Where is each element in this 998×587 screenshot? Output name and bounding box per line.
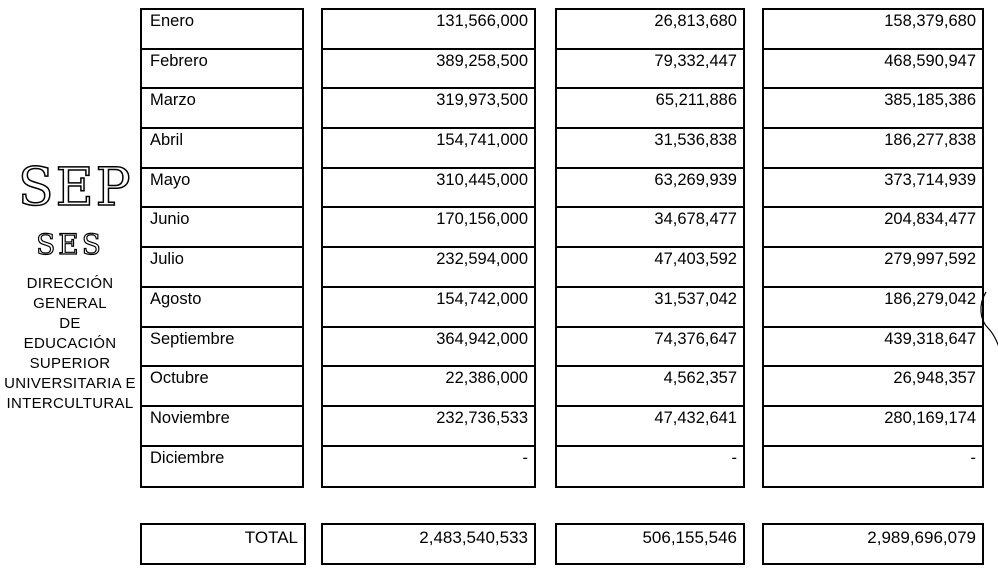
month-label: Abril bbox=[142, 129, 302, 169]
amount-cell: 364,942,000 bbox=[323, 328, 534, 368]
amount-column-b bbox=[555, 8, 745, 488]
total-label: TOTAL bbox=[140, 523, 306, 565]
month-label: Junio bbox=[142, 208, 302, 248]
amount-cell: 65,211,886 bbox=[557, 89, 743, 129]
seal-line: DIRECCIÓN bbox=[26, 275, 114, 292]
amount-cell: 31,537,042 bbox=[557, 288, 743, 328]
amount-cell: 79,332,447 bbox=[557, 50, 743, 90]
seal-line: GENERAL bbox=[33, 295, 107, 312]
sep-logo: SEP bbox=[18, 158, 133, 218]
amount-cell: 22,386,000 bbox=[323, 367, 534, 407]
total-amount-c: 2,989,696,079 bbox=[762, 523, 984, 565]
amount-cell: 26,813,680 bbox=[557, 10, 743, 50]
amount-cell: 232,736,533 bbox=[323, 407, 534, 447]
amount-cell: 26,948,357 bbox=[764, 367, 982, 407]
month-label: Octubre bbox=[142, 367, 302, 407]
amount-cell: 186,279,042 bbox=[764, 288, 982, 328]
seal-line: INTERCULTURAL bbox=[6, 395, 134, 412]
month-label: Febrero bbox=[142, 50, 302, 90]
amount-cell: 4,562,357 bbox=[557, 367, 743, 407]
amount-cell: 31,536,838 bbox=[557, 129, 743, 169]
seal-line: UNIVERSITARIA E bbox=[4, 375, 136, 392]
amount-cell: 385,185,386 bbox=[764, 89, 982, 129]
amount-column-c bbox=[762, 8, 984, 488]
seal-text bbox=[0, 274, 140, 414]
amount-cell: 34,678,477 bbox=[557, 208, 743, 248]
amount-cell: 319,973,500 bbox=[323, 89, 534, 129]
ses-label: SES bbox=[36, 228, 104, 261]
amount-cell: 154,742,000 bbox=[323, 288, 534, 328]
month-label: Marzo bbox=[142, 89, 302, 129]
amount-cell: 186,277,838 bbox=[764, 129, 982, 169]
amount-cell: 232,594,000 bbox=[323, 248, 534, 288]
handwritten-mark bbox=[978, 290, 998, 360]
amount-cell: - bbox=[522, 448, 528, 467]
amount-cell: 154,741,000 bbox=[323, 129, 534, 169]
month-label: Diciembre bbox=[150, 448, 225, 467]
amount-cell: 63,269,939 bbox=[557, 169, 743, 209]
amount-cell: 439,318,647 bbox=[764, 328, 982, 368]
amount-cell: - bbox=[970, 448, 976, 467]
amount-cell: 131,566,000 bbox=[323, 10, 534, 50]
amount-cell: 468,590,947 bbox=[764, 50, 982, 90]
month-label: Julio bbox=[142, 248, 302, 288]
amount-cell: 310,445,000 bbox=[323, 169, 534, 209]
amount-column-a bbox=[321, 8, 536, 488]
amount-cell: 158,379,680 bbox=[764, 10, 982, 50]
month-label: Septiembre bbox=[142, 328, 302, 368]
month-label: Noviembre bbox=[142, 407, 302, 447]
institution-seal bbox=[0, 160, 140, 414]
amount-cell: 47,432,641 bbox=[557, 407, 743, 447]
month-label: Enero bbox=[142, 10, 302, 50]
month-column bbox=[140, 8, 304, 488]
amount-cell: - bbox=[731, 448, 737, 467]
amount-cell: 47,403,592 bbox=[557, 248, 743, 288]
amount-cell: 74,376,647 bbox=[557, 328, 743, 368]
seal-line: SUPERIOR bbox=[29, 355, 111, 372]
total-amount-b: 506,155,546 bbox=[555, 523, 745, 565]
seal-line: EDUCACIÓN bbox=[23, 335, 117, 352]
amount-cell: 280,169,174 bbox=[764, 407, 982, 447]
amount-cell: 373,714,939 bbox=[764, 169, 982, 209]
amount-cell: 204,834,477 bbox=[764, 208, 982, 248]
total-amount-a: 2,483,540,533 bbox=[321, 523, 536, 565]
month-label: Mayo bbox=[142, 169, 302, 209]
month-label: Agosto bbox=[142, 288, 302, 328]
amount-cell: 279,997,592 bbox=[764, 248, 982, 288]
seal-line: DE bbox=[59, 315, 81, 332]
amount-cell: 389,258,500 bbox=[323, 50, 534, 90]
amount-cell: 170,156,000 bbox=[323, 208, 534, 248]
